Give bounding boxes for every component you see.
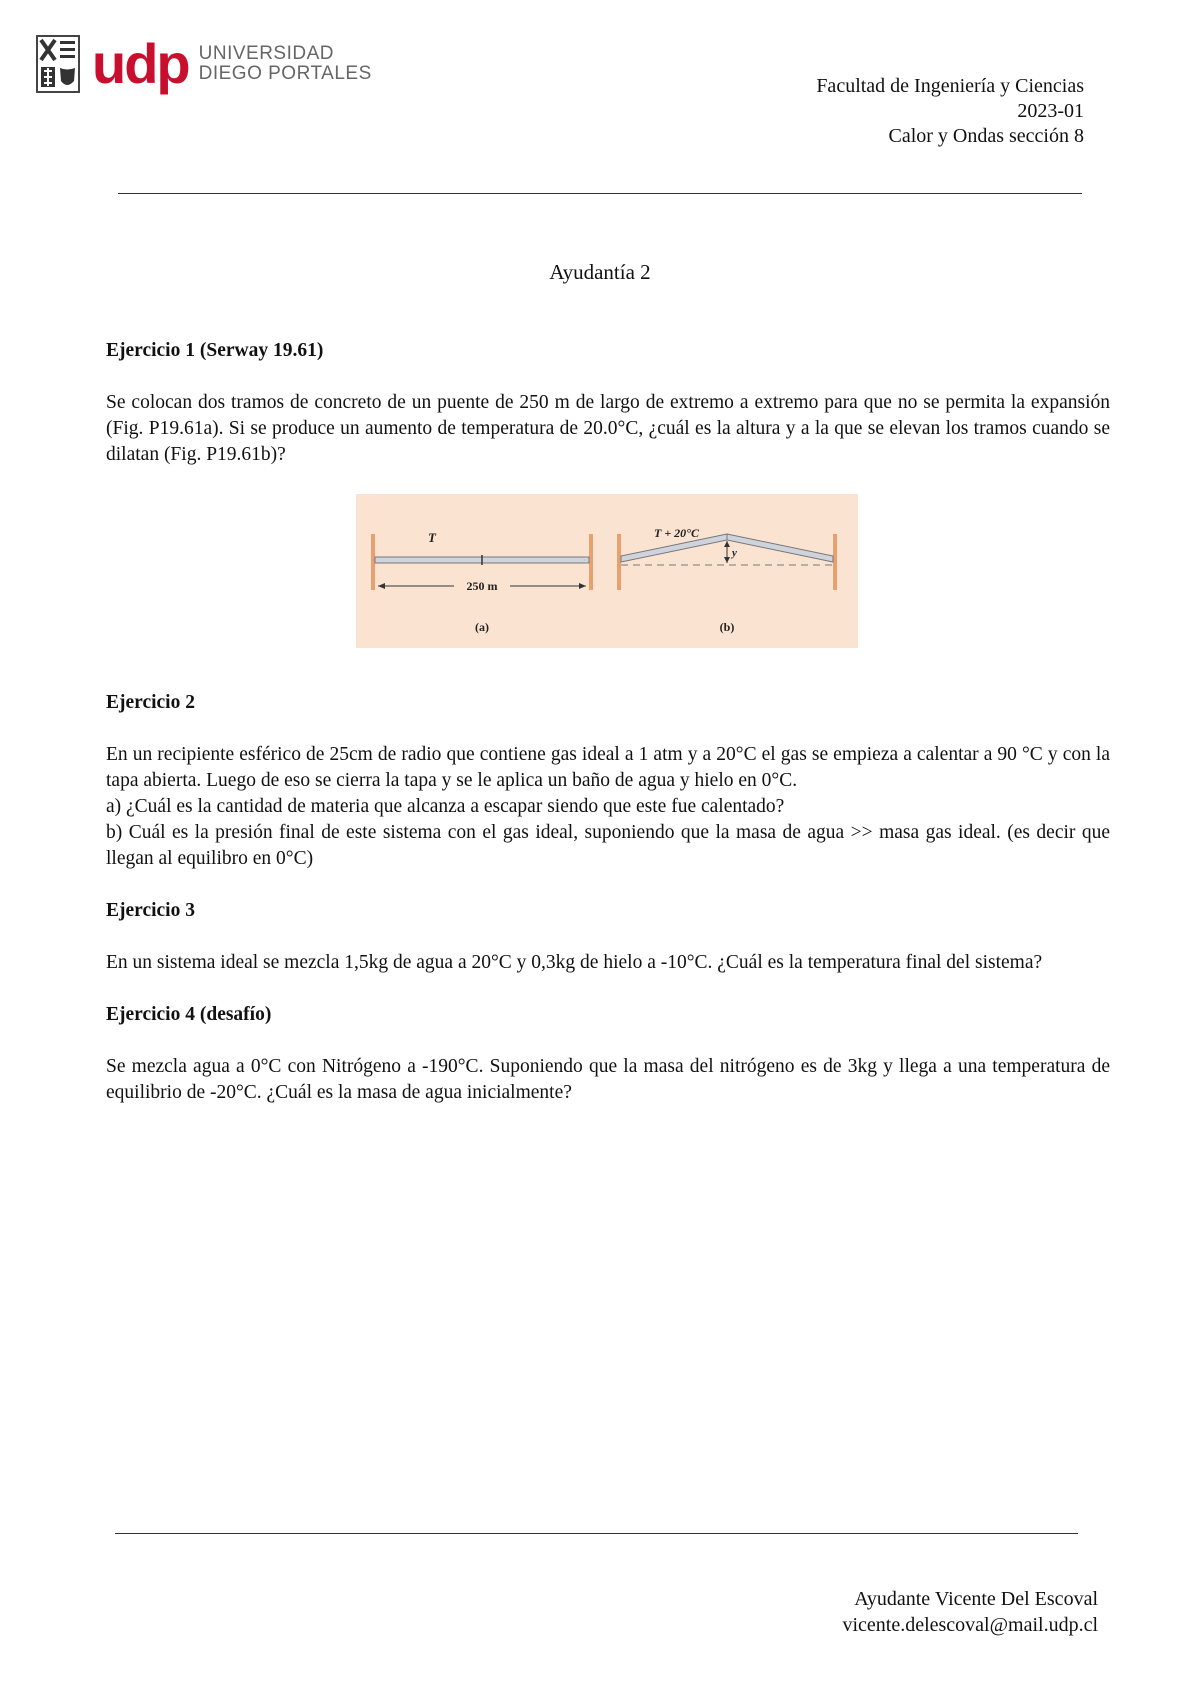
exercise-1-heading: Ejercicio 1 (Serway 19.61) [106, 340, 324, 361]
exercise-2-heading: Ejercicio 2 [106, 692, 195, 713]
assistant-name: Ayudante Vicente Del Escoval [854, 1588, 1098, 1610]
left-wall-b [617, 534, 621, 590]
exercise-3-text: En un sistema ideal se mezcla 1,5kg de agua a 20°C y 0,3kg de hielo a -10°C. ¿Cuál es la temperatura final del sistema? [106, 952, 1043, 973]
bridge-figure [356, 494, 858, 648]
left-wall-a [371, 534, 375, 590]
length-label: 250 m [466, 579, 498, 593]
bridge-span-b-right [727, 534, 833, 562]
udp-wordmark: udp [92, 32, 189, 95]
course-name: Calor y Ondas sección 8 [888, 125, 1084, 147]
footer-divider [115, 1533, 1078, 1534]
footer [842, 1586, 1098, 1638]
figure-label-a: (a) [475, 620, 489, 634]
exercise-1-text: Se colocan dos tramos de concreto de un puente de 250 m de largo de extremo a extremo para que no se permita la expansión (Fig. P19.61a). Si se produce un aumento de temperatura de 20.0°C, ¿cuál es la altura y a la que se elevan los tramos cuando se dilatan (Fig. P19.61b)? [106, 392, 1110, 465]
exercise-3-heading: Ejercicio 3 [106, 900, 195, 921]
right-wall-b [833, 534, 837, 590]
height-label: y [732, 547, 737, 559]
figure-label-b: (b) [719, 620, 735, 634]
exercise-2-part-a: a) ¿Cuál es la cantidad de materia que alcanza a escapar siendo que este fue calentado? [106, 796, 785, 817]
page-title: Ayudantía 2 [549, 260, 651, 284]
exercise-list [106, 338, 1110, 1132]
university-logo [36, 34, 372, 94]
bridge-diagram [356, 494, 858, 648]
faculty-name: Facultad de Ingeniería y Ciencias [816, 75, 1084, 97]
right-wall-a [589, 534, 593, 590]
header-divider [118, 193, 1082, 194]
university-name: UNIVERSIDAD DIEGO PORTALES [198, 43, 372, 84]
temp-label-b: T + 20°C [654, 526, 699, 540]
exercise-4-heading: Ejercicio 4 (desafío) [106, 1004, 272, 1025]
crest-icon [36, 35, 80, 93]
exercise-2-text: En un recipiente esférico de 25cm de radio que contiene gas ideal a 1 atm y a 20°C el gas se empieza a calentar a 90 °C y con la tapa abierta. Luego de eso se cierra la tapa y se le aplica un baño de agua y hielo en 0°C. [106, 744, 1110, 791]
course-header [816, 74, 1084, 149]
assistant-email: vicente.delescoval@mail.udp.cl [842, 1614, 1098, 1636]
exercise-2-part-b: b) Cuál es la presión final de este sistema con el gas ideal, suponiendo que la masa de agua >> masa gas ideal. (es decir que llegan al equilibro en 0°C) [106, 822, 1110, 869]
term: 2023-01 [1017, 100, 1084, 122]
exercise-4-text: Se mezcla agua a 0°C con Nitrógeno a -190°C. Suponiendo que la masa del nitrógeno es de 3kg y llega a una temperatura de equilibrio de -20°C. ¿Cuál es la masa de agua inicialmente? [106, 1056, 1110, 1103]
temp-label-a: T [428, 530, 436, 545]
